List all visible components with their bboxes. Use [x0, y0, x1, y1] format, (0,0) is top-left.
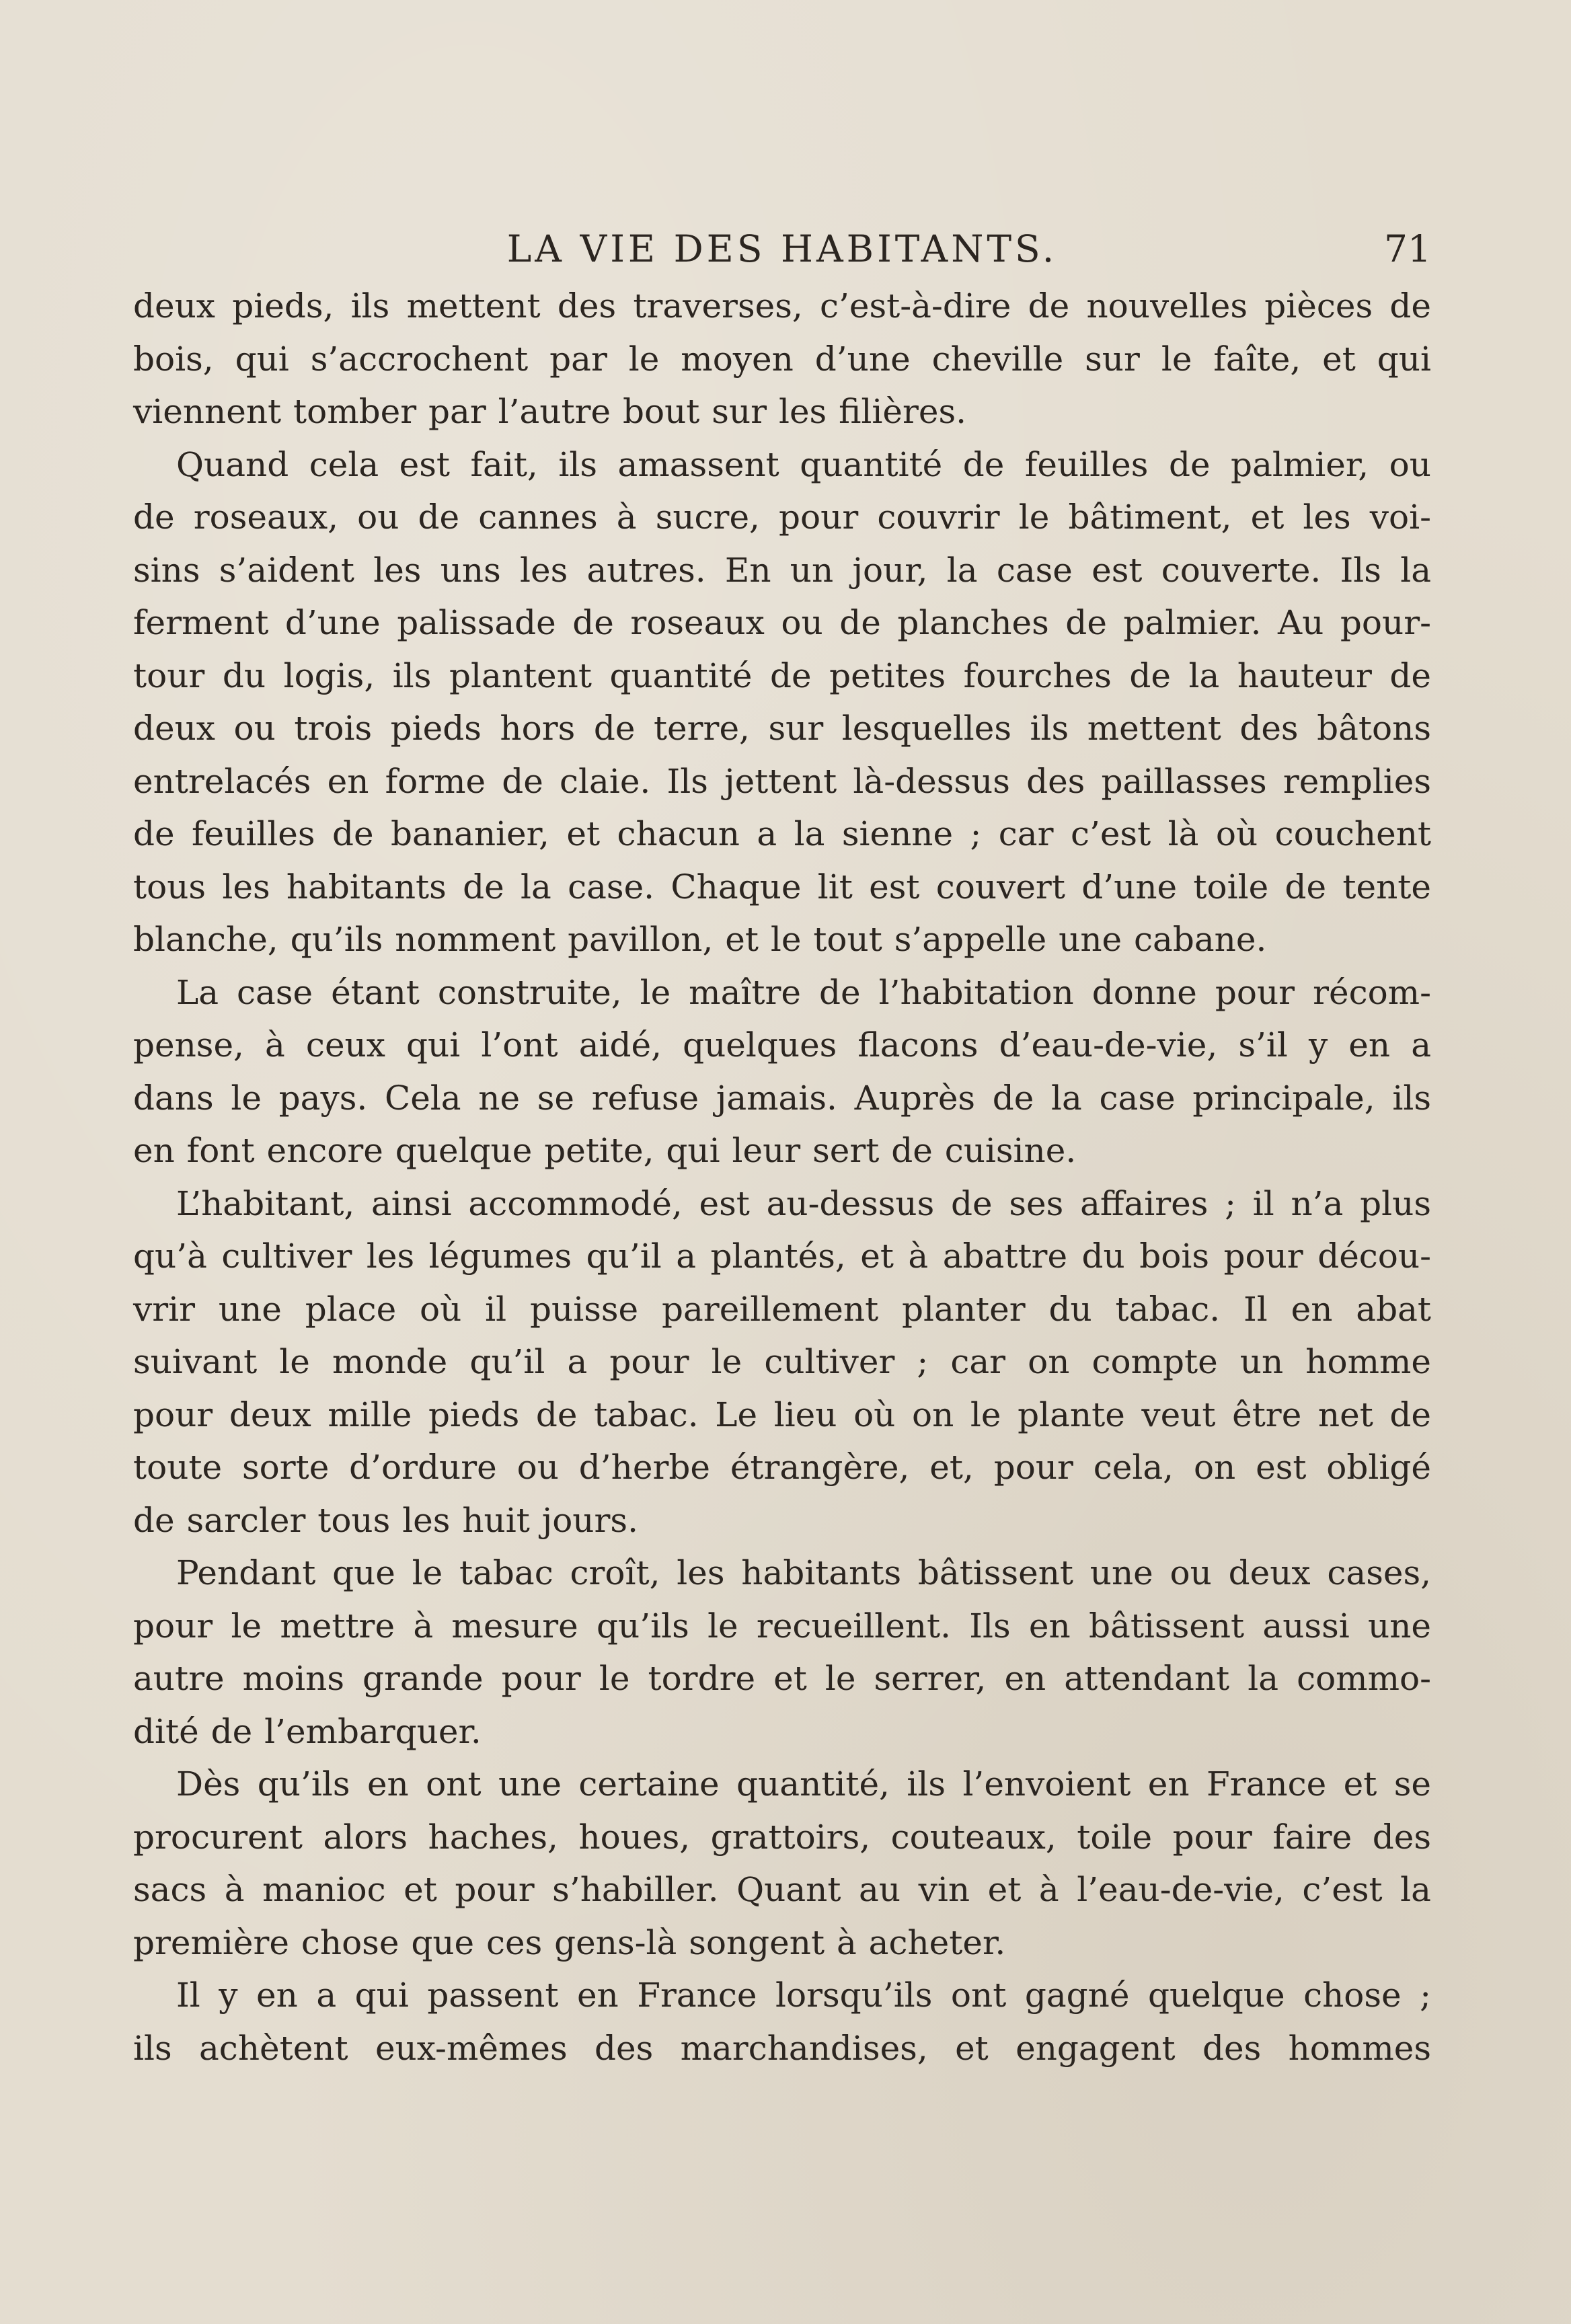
- text-line: deux ou trois pieds hors de terre, sur lesquelles ils mettent des bâtons: [133, 709, 1431, 748]
- text-line: qu’à cultiver les légumes qu’il a plantés, et à abattre du bois pour décou-: [133, 1237, 1431, 1276]
- text-line: en font encore quelque petite, qui leur sert de cuisine.: [133, 1131, 1077, 1170]
- text-line: blanche, qu’ils nomment pavillon, et le tout s’appelle une cabane.: [133, 920, 1267, 959]
- running-head: [133, 222, 1431, 276]
- body-text: [133, 280, 1431, 2075]
- text-line: pense, à ceux qui l’ont aidé, quelques flacons d’eau-de-vie, s’il y en a: [133, 1025, 1431, 1064]
- text-line: La case étant construite, le maître de l’habitation donne pour récom-: [176, 972, 1431, 1012]
- text-line: pour le mettre à mesure qu’ils le recueillent. Ils en bâtissent aussi une: [133, 1606, 1431, 1645]
- text-line: procurent alors haches, houes, grattoirs, couteaux, toile pour faire des: [133, 1817, 1431, 1857]
- text-line: ils achètent eux-mêmes des marchandises, et engagent des hommes: [133, 2028, 1431, 2068]
- text-line: de roseaux, ou de cannes à sucre, pour couvrir le bâtiment, et les voi-: [133, 498, 1431, 537]
- text-line: autre moins grande pour le tordre et le serrer, en attendant la commo-: [133, 1659, 1431, 1698]
- text-line: Quand cela est fait, ils amassent quantité de feuilles de palmier, ou: [176, 444, 1431, 484]
- text-line: de sarcler tous les huit jours.: [133, 1500, 638, 1540]
- text-line: ferment d’une palissade de roseaux ou de planches de palmier. Au pour-: [133, 603, 1431, 642]
- text-line: bois, qui s’accrochent par le moyen d’une cheville sur le faîte, et qui: [133, 339, 1431, 379]
- page-content: [133, 222, 1431, 2075]
- text-line: deux pieds, ils mettent des traverses, c’est-à-dire de nouvelles pièces de: [133, 286, 1431, 325]
- text-line: première chose que ces gens-là songent à acheter.: [133, 1923, 1006, 1962]
- text-line: suivant le monde qu’il a pour le cultiver ; car on compte un homme: [133, 1342, 1431, 1381]
- text-line: Dès qu’ils en ont une certaine quantité, ils l’envoient en France et se: [176, 1765, 1431, 1804]
- text-line: dans le pays. Cela ne se refuse jamais. Auprès de la case principale, ils: [133, 1078, 1431, 1118]
- text-line: sacs à manioc et pour s’habiller. Quant au vin et à l’eau-de-vie, c’est la: [133, 1870, 1431, 1909]
- text-line: L’habitant, ainsi accommodé, est au-dessus de ses affaires ; il n’a plus: [176, 1184, 1431, 1223]
- running-title: LA VIE DES HABITANTS.: [506, 227, 1058, 270]
- text-line: sins s’aident les uns les autres. En un jour, la case est couverte. Ils la: [133, 550, 1431, 590]
- text-line: tour du logis, ils plantent quantité de petites fourches de la hauteur de: [133, 656, 1431, 695]
- text-line: vrir une place où il puisse pareillement planter du tabac. Il en abat: [133, 1289, 1431, 1329]
- text-line: pour deux mille pieds de tabac. Le lieu où on le plante veut être net de: [133, 1395, 1431, 1434]
- text-line: toute sorte d’ordure ou d’herbe étrangère, et, pour cela, on est obligé: [133, 1448, 1431, 1487]
- text-line: Pendant que le tabac croît, les habitants bâtissent une ou deux cases,: [176, 1553, 1431, 1592]
- text-line: entrelacés en forme de claie. Ils jettent là-dessus des paillasses remplies: [133, 761, 1431, 801]
- text-line: dité de l’embarquer.: [133, 1711, 482, 1751]
- text-line: Il y en a qui passent en France lorsqu’ils ont gagné quelque chose ;: [176, 1976, 1431, 2015]
- text-line: tous les habitants de la case. Chaque lit est couvert d’une toile de tente: [133, 867, 1431, 906]
- page-number: 71: [1384, 227, 1431, 270]
- text-line: viennent tomber par l’autre bout sur les filières.: [133, 392, 967, 431]
- text-line: de feuilles de bananier, et chacun a la sienne ; car c’est là où couchent: [133, 814, 1431, 853]
